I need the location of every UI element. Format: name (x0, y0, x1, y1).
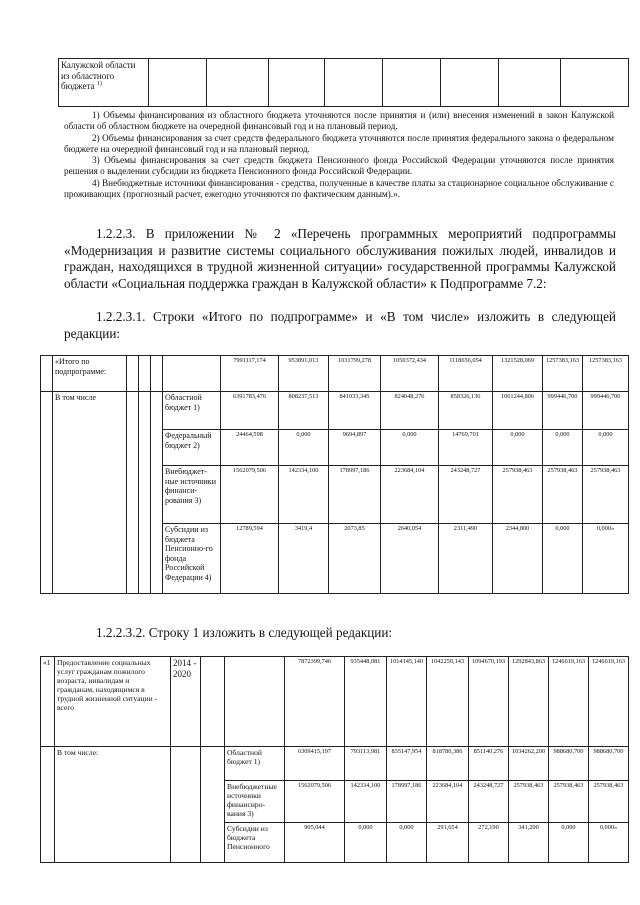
total-value-3: 1042250,143 (427, 657, 469, 747)
itogo-value-1: 953891,013 (279, 356, 329, 392)
source-label: Федеральный бюджет 2) (163, 430, 221, 466)
value-cell: 178997,186 (329, 466, 381, 524)
source-label: Субсидии из бюджета Пенсионного (225, 823, 285, 863)
value-cell: 291,654 (427, 823, 469, 863)
value-cell: 2344,800 (493, 524, 543, 594)
value-cell: 2640,054 (381, 524, 439, 594)
vtom-label: В том числе: (55, 747, 171, 863)
value-cell: 835147,954 (387, 747, 427, 781)
itogo-value-2: 1031799,278 (329, 356, 381, 392)
value-cell: 243248,727 (439, 466, 493, 524)
value-cell: 0,000 (387, 823, 427, 863)
value-cell: 1061244,806 (493, 392, 543, 430)
value-cell: 851140,276 (469, 747, 509, 781)
value-cell: 0,000 (543, 430, 583, 466)
value-cell: 824048,276 (381, 392, 439, 430)
value-cell: 12789,594 (221, 524, 279, 594)
table-row-itogo (41, 356, 629, 392)
value-cell: 0,000 (345, 823, 387, 863)
period: 2014 - 2020 (171, 657, 201, 747)
value-cell: 0,000 (493, 430, 543, 466)
value-cell: 178997,186 (387, 781, 427, 823)
total-value-5: 1292843,863 (509, 657, 549, 747)
source-label: Внебюджет-ные источники финанси-рования 3) (163, 466, 221, 524)
table-row-oblastnoy (41, 392, 629, 430)
footnote-4: 4) Внебюджетные источники финансирования - средства, полученные в качестве платы за стационарное социальное обслуживание с проживающих (прогнозный расчет, ежегодно уточняются по фактическим данным).». (64, 177, 614, 200)
value-cell: 6309415,197 (285, 747, 345, 781)
value-cell: 257938,463 (583, 466, 629, 524)
top-table-label: Калужской области из областного бюджета $^{1)}$ (59, 59, 149, 107)
itogo-label: «Итого по подпрограмме: (53, 356, 127, 392)
value-cell: 243248,727 (469, 781, 509, 823)
itogo-value-0: 7991117,174 (221, 356, 279, 392)
value-cell: 142334,100 (345, 781, 387, 823)
value-cell: 0,000» (589, 823, 629, 863)
value-cell: 841033,345 (329, 392, 381, 430)
value-cell: 793113,981 (345, 747, 387, 781)
value-cell: 999446,700 (543, 392, 583, 430)
value-cell: 818780,386 (427, 747, 469, 781)
value-cell: 9694,897 (329, 430, 381, 466)
footnotes (64, 110, 614, 200)
paragraph-1-2-2-3-2: 1.2.2.3.2. Строку 1 изложить в следующей редакции: (96, 625, 393, 640)
value-cell: 257938,463 (589, 781, 629, 823)
source-label: Областной бюджет 1) (163, 392, 221, 430)
value-cell: 1562079,506 (221, 466, 279, 524)
source-label: Областной бюджет 1) (225, 747, 285, 781)
value-cell: 905,044 (285, 823, 345, 863)
total-value-7: 1246619,163 (589, 657, 629, 747)
value-cell: 0,000 (583, 430, 629, 466)
top-table (58, 58, 629, 107)
footnote-1: 1) Объемы финансирования из областного бюджета уточняются после принятия и (или) внесения изменений в закон Калужской области об областном бюджете на очередной финансовый год и на плановый период. (64, 110, 614, 132)
value-cell: 24464,598 (221, 430, 279, 466)
itogo-value-5: 1321528,069 (493, 356, 543, 392)
value-cell: 3419,4 (279, 524, 329, 594)
table-subprogram-totals (40, 355, 629, 594)
value-cell: 223684,104 (381, 466, 439, 524)
source-label: Субсидии из бюджета Пенсионно-го фонда Российской Федерации 4) (163, 524, 221, 594)
value-cell: 2073,85 (329, 524, 381, 594)
total-value-1: 935448,081 (345, 657, 387, 747)
value-cell: 999446,700 (583, 392, 629, 430)
itogo-value-4: 1118656,054 (439, 356, 493, 392)
value-cell: 988680,700 (549, 747, 589, 781)
value-cell: 1034262,200 (509, 747, 549, 781)
table-row-1 (40, 656, 629, 863)
itogo-value-6: 1257383,163 (543, 356, 583, 392)
activity-title: Предоставление социальных услуг гражданам пожилого возраста, инвалидам и гражданам, находящимся в трудной жизненной ситуации - всего (55, 657, 171, 747)
value-cell: 808237,513 (279, 392, 329, 430)
value-cell: 257938,463 (509, 781, 549, 823)
value-cell: 1562079,506 (285, 781, 345, 823)
total-value-4: 1094670,193 (469, 657, 509, 747)
total-value-6: 1246619,163 (549, 657, 589, 747)
value-cell: 257938,463 (549, 781, 589, 823)
value-cell: 14769,701 (439, 430, 493, 466)
vtom-label: В том числе (53, 392, 127, 594)
source-label: Внебюджетные источники финансиро-вания 3) (225, 781, 285, 823)
value-cell: 0,000 (381, 430, 439, 466)
value-cell: 2311,490 (439, 524, 493, 594)
value-cell: 0,000 (549, 823, 589, 863)
value-cell: 341,200 (509, 823, 549, 863)
table-row-oblastnoy (41, 747, 629, 781)
value-cell: 257938,463 (493, 466, 543, 524)
row-number: «1 (41, 657, 55, 747)
itogo-value-7: 1257383,163 (583, 356, 629, 392)
value-cell: 142334,100 (279, 466, 329, 524)
footnote-2: 2) Объемы финансирования за счет средств федерального бюджета уточняются после принятия федерального закона о федеральном бюджете на очередной финансовый год и на плановый период. (64, 132, 614, 154)
table-row-total (41, 657, 629, 747)
value-cell: 0,000 (279, 430, 329, 466)
value-cell: 257938,463 (543, 466, 583, 524)
paragraph-1-2-2-3: 1.2.2.3. В приложении № 2 «Перечень программных мероприятий подпрограммы «Модернизация и развитие системы социального обслуживания пожилых людей, инвалидов и граждан, находящихся в трудной жизненной ситуации» государственной программы Калужской области «Социальная поддержка граждан в Калужской области» к Подпрограмме 7.2: (64, 226, 616, 291)
value-cell: 0,000» (583, 524, 629, 594)
value-cell: 272,190 (469, 823, 509, 863)
value-cell: 988680,700 (589, 747, 629, 781)
value-cell: 0,000 (543, 524, 583, 594)
itogo-value-3: 1050372,434 (381, 356, 439, 392)
value-cell: 858326,136 (439, 392, 493, 430)
total-value-0: 7872399,746 (285, 657, 345, 747)
footnote-3: 3) Объемы финансирования за счет средств бюджета Пенсионного фонда Российской Федерации уточняются после принятия решения о выделении субсидии из бюджета Пенсионного фонда Российской Федерации. (64, 155, 614, 177)
value-cell: 6391783,476 (221, 392, 279, 430)
paragraph-1-2-2-3-1: 1.2.2.3.1. Строки «Итого по подпрограмме» и «В том числе» изложить в следующей редакции: (64, 309, 616, 341)
total-value-2: 1014145,140 (387, 657, 427, 747)
value-cell: 223684,104 (427, 781, 469, 823)
